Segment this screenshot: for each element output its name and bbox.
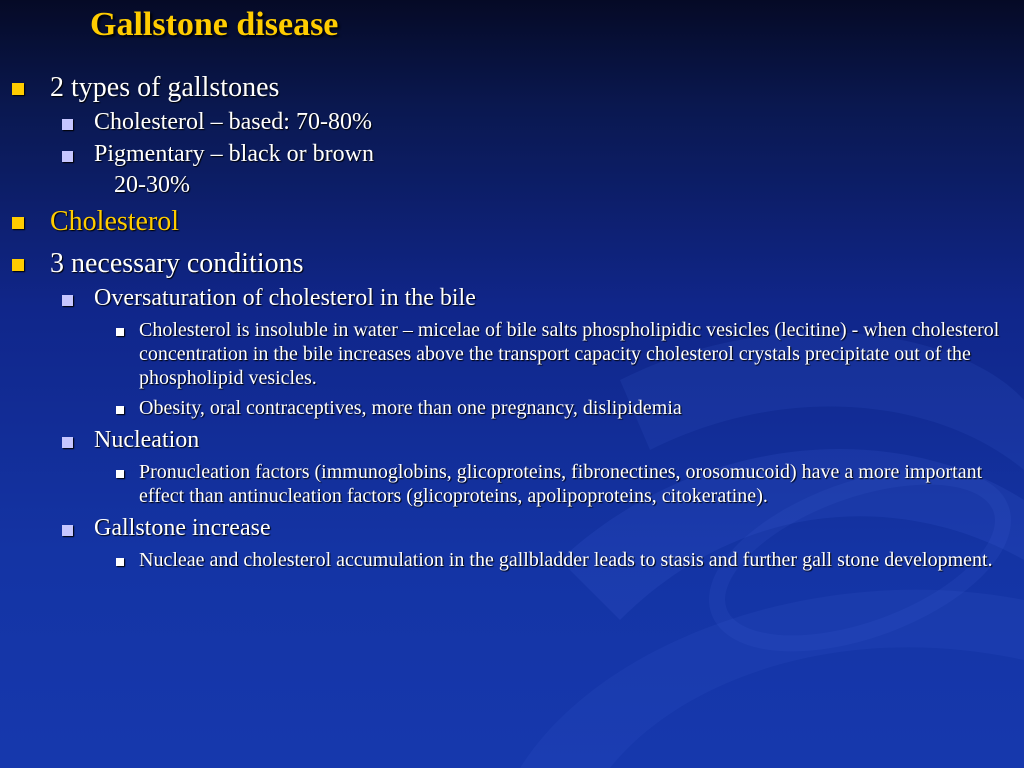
slide-title: Gallstone disease — [90, 6, 339, 43]
sub-bullet-oversaturation — [0, 282, 1024, 314]
bullet-text: Oversaturation of cholesterol in the bile — [94, 285, 476, 311]
square-bullet-icon — [116, 406, 124, 414]
square-bullet-icon — [116, 470, 124, 478]
square-bullet-icon — [12, 217, 24, 229]
sub-bullet-pigmentary — [0, 138, 1024, 170]
continuation-text — [0, 170, 1024, 200]
square-bullet-icon — [62, 151, 73, 162]
bullet-text: 20-30% — [114, 172, 190, 198]
detail-bullet-insoluble — [0, 318, 1024, 390]
square-bullet-icon — [116, 558, 124, 566]
bullet-text: Cholesterol – based: 70-80% — [94, 109, 372, 135]
square-bullet-icon — [12, 259, 24, 271]
bullet-text: Cholesterol is insoluble in water – micelae of bile salts phospholipidic vesicles (lecitine) - when cholesterol concentration in the bile increases above the transport capacity cholesterol crystals precipitate out of the phospholipid vesicles. — [139, 319, 1000, 389]
bullet-text: Gallstone increase — [94, 515, 271, 541]
slide-content — [0, 70, 1024, 572]
bullet-text-highlighted: Cholesterol — [50, 206, 180, 237]
bullet-text: Obesity, oral contraceptives, more than one pregnancy, dislipidemia — [139, 397, 682, 419]
square-bullet-icon — [62, 437, 73, 448]
square-bullet-icon — [12, 83, 24, 95]
square-bullet-icon — [116, 328, 124, 336]
bullet-text: Nucleae and cholesterol accumulation in the gallbladder leads to stasis and further gall stone development. — [139, 549, 993, 571]
detail-bullet-pronucleation — [0, 460, 1024, 508]
sub-bullet-cholesterol-based — [0, 106, 1024, 138]
bullet-text: Pronucleation factors (immunoglobins, glicoproteins, fibronectines, orosomucoid) have a more important effect than antinucleation factors (glicoproteins, apolipoproteins, citokeratine). — [139, 461, 983, 507]
detail-bullet-nucleae — [0, 548, 1024, 572]
detail-bullet-obesity — [0, 396, 1024, 420]
square-bullet-icon — [62, 295, 73, 306]
square-bullet-icon — [62, 119, 73, 130]
bullet-text: Pigmentary – black or brown — [94, 141, 374, 167]
bullet-text: 2 types of gallstones — [50, 72, 280, 103]
sub-bullet-nucleation — [0, 424, 1024, 456]
bullet-two-types — [0, 70, 1024, 106]
bullet-text: Nucleation — [94, 427, 200, 453]
bullet-three-conditions — [0, 246, 1024, 282]
bullet-cholesterol — [0, 204, 1024, 240]
sub-bullet-gallstone-increase — [0, 512, 1024, 544]
bullet-text: 3 necessary conditions — [50, 248, 304, 279]
square-bullet-icon — [62, 525, 73, 536]
